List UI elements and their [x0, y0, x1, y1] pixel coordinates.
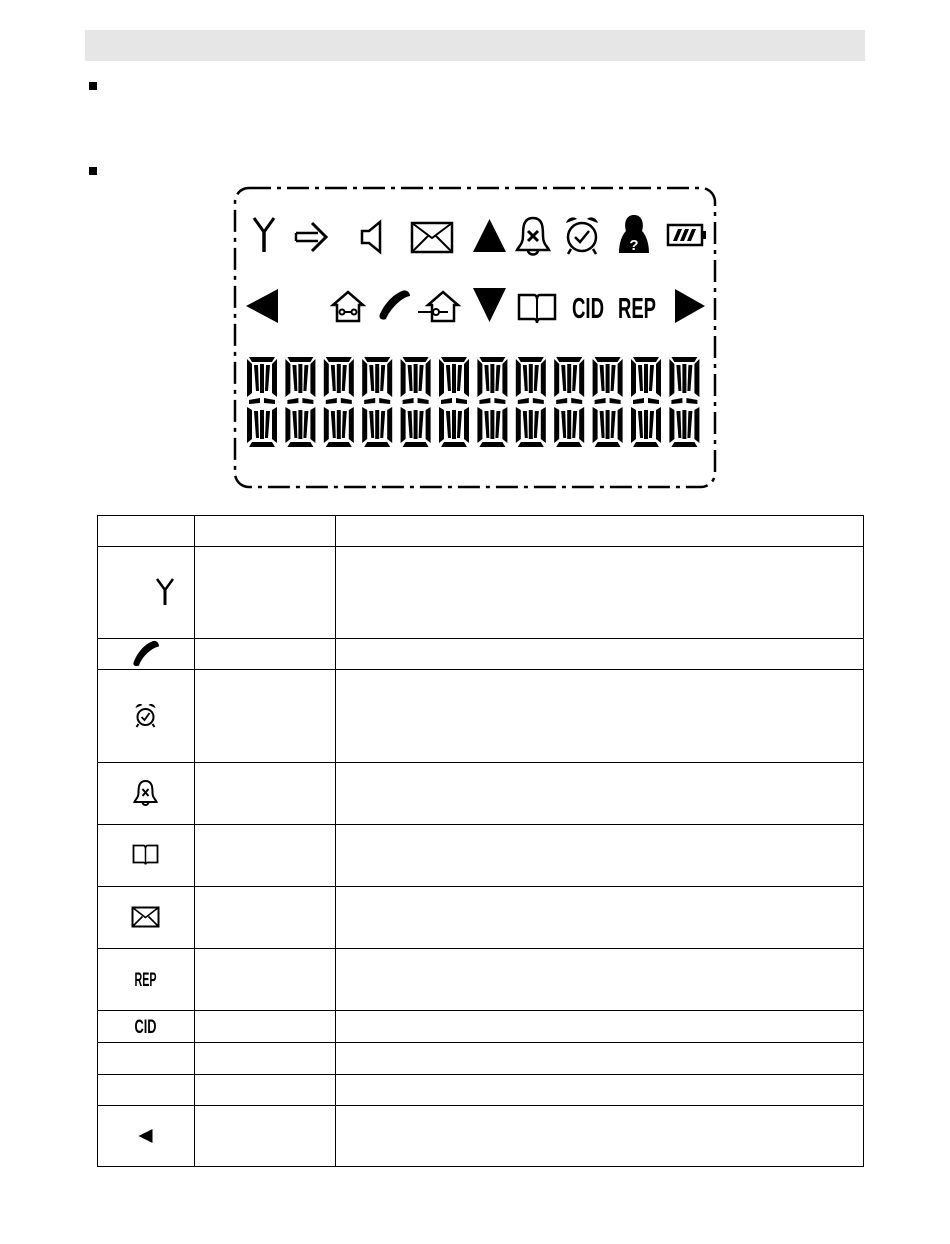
- home-key-icon: [418, 292, 458, 321]
- phonebook-icon: [519, 295, 555, 323]
- antenna-icon: [157, 579, 173, 605]
- header-bar: [85, 30, 865, 61]
- table-row-8: [135, 970, 157, 991]
- envelope-icon: [133, 908, 159, 927]
- antenna-icon: [254, 218, 274, 252]
- table-row-6: [134, 846, 158, 865]
- alarm-clock-icon: [566, 217, 598, 254]
- table-row-2: [157, 579, 173, 605]
- rep-label: REP: [134, 970, 157, 991]
- triangle-down-icon: [473, 288, 506, 322]
- rep-label: REP: [618, 293, 656, 325]
- cid-label: CID: [134, 1017, 157, 1038]
- bullet-2: [89, 167, 97, 175]
- envelope-icon: [412, 223, 452, 252]
- lcd-character-8: [516, 357, 546, 447]
- triangle-right-icon: [675, 289, 705, 323]
- lcd-character-4: [362, 357, 392, 447]
- triangle-left-icon: [139, 1129, 153, 1143]
- table-row-9: [135, 1017, 157, 1038]
- ringer-off-bell-icon: [135, 781, 157, 805]
- table-row-7: [133, 908, 159, 927]
- external-call-arrow-icon: [296, 223, 326, 251]
- lcd-character-12: [669, 357, 699, 447]
- lcd-character-row: [247, 357, 699, 447]
- table-row-12: [139, 1129, 153, 1143]
- table-row-4: [136, 704, 156, 727]
- home-base-icon: [333, 292, 363, 321]
- cid-label: CID: [572, 293, 604, 325]
- speaker-icon: [362, 222, 380, 252]
- lcd-character-11: [631, 357, 661, 447]
- icon-description-table: [97, 515, 864, 1167]
- table-row-5: [135, 781, 157, 805]
- lcd-character-9: [554, 357, 584, 447]
- lcd-character-5: [401, 357, 431, 447]
- lcd-character-7: [477, 357, 507, 447]
- table-row-3: [133, 641, 159, 666]
- bullet-1: [89, 82, 97, 90]
- lcd-character-2: [285, 357, 315, 447]
- phonebook-icon: [134, 846, 158, 865]
- lcd-character-3: [324, 357, 354, 447]
- triangle-left-icon: [246, 289, 278, 323]
- unknown-user-icon: [619, 215, 649, 254]
- lcd-character-10: [593, 357, 623, 447]
- lcd-character-1: [247, 357, 277, 447]
- battery-icon: [668, 225, 706, 245]
- handset-icon: [379, 290, 410, 319]
- svg-text:?: ?: [629, 237, 639, 254]
- lcd-display-diagram: [232, 185, 718, 490]
- triangle-up-icon: [473, 219, 506, 252]
- lcd-character-6: [439, 357, 469, 447]
- alarm-clock-icon: [136, 704, 156, 727]
- ringer-off-bell-icon: [517, 218, 549, 255]
- handset-icon: [133, 641, 159, 666]
